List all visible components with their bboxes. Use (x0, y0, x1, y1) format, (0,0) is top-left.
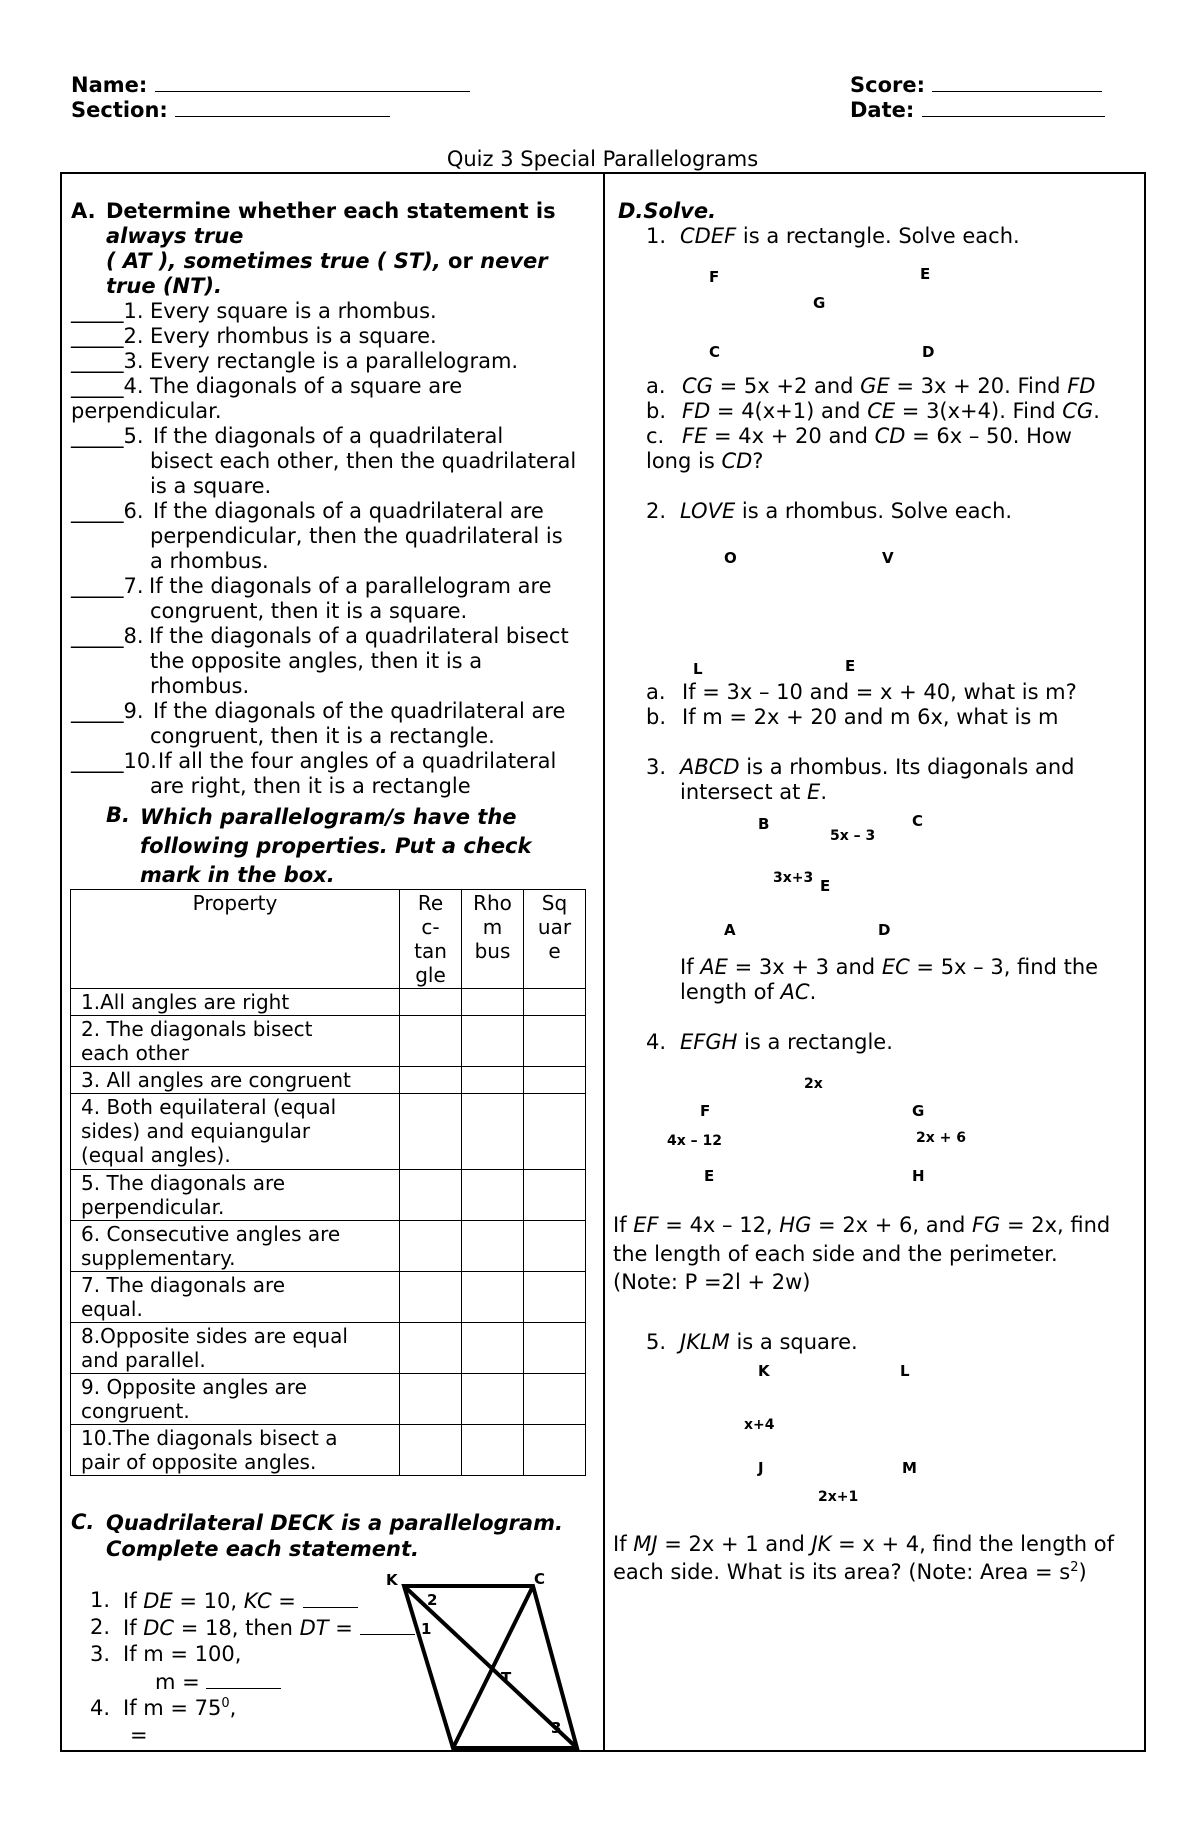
part-c-q4: 4. If $m = 75^0$, (90, 1696, 237, 1720)
table-header-row (71, 890, 586, 989)
rectangle-check-box[interactable] (400, 989, 462, 1016)
table-row (71, 1272, 586, 1323)
table-row (71, 1323, 586, 1374)
d3-label-d: D (878, 921, 891, 939)
d4-statement: EFGH is a rectangle. (680, 1030, 893, 1054)
property-text: 2. The diagonals bisect (81, 1017, 313, 1041)
d5-label-l: L (900, 1362, 910, 1380)
d4-label-top: 2x (804, 1076, 823, 1092)
answer-blank[interactable]: _____10. (71, 749, 157, 773)
d5-question-2: each side. What is its area? (Note: Area = $s^2$) (613, 1560, 1087, 1584)
vertex-c-label: C (534, 1570, 546, 1588)
answer-blank[interactable]: _____4. (71, 374, 144, 398)
part-a-item-line: congruent, then it is a square. (150, 599, 468, 623)
d3-label-b: B (758, 815, 770, 833)
d5-label-bottom: 2x+1 (818, 1489, 859, 1505)
part-a-item-line: If the diagonals of a quadrilateral bisect (149, 624, 569, 648)
property-text: 5. The diagonals are (81, 1171, 286, 1195)
d3-label-a: A (724, 921, 736, 939)
score-label: Score: (850, 73, 925, 97)
property-cell (71, 1272, 400, 1323)
d4-label-f: F (700, 1102, 711, 1120)
score-field[interactable] (850, 72, 1102, 98)
part-a-item-line: the opposite angles, then it is a (150, 649, 483, 673)
square-check-box[interactable] (524, 1272, 586, 1323)
part-c-heading (106, 1510, 563, 1562)
column-divider (603, 172, 605, 1752)
part-a-item-line: Every square is a rhombus. (150, 299, 437, 323)
d4-question: If EF = 4x – 12, HG = 2x + 6, and FG = 2x, find (613, 1213, 1111, 1237)
d2-label-o: O (724, 549, 737, 567)
answer-blank[interactable]: _____5. (71, 424, 144, 448)
d1-num: 1. (646, 224, 667, 248)
rhombus-check-box[interactable] (462, 1170, 524, 1221)
property-text: sides) and equiangular (81, 1119, 311, 1143)
square-check-box[interactable] (524, 1374, 586, 1425)
part-a-item (71, 324, 601, 349)
d1-a: CG = 5x +2 and GE = 3x + 20. Find FD (682, 374, 1096, 398)
section-field[interactable] (71, 97, 390, 123)
property-text: 3. All angles are congruent (81, 1068, 351, 1092)
property-text: 9. Opposite angles are (81, 1375, 307, 1399)
d1-label-d: D (922, 343, 935, 361)
part-d-heading: D.Solve. (618, 199, 717, 223)
part-a-item (71, 749, 601, 799)
d5-statement: JKLM is a square. (680, 1330, 858, 1354)
properties-table (70, 889, 586, 1476)
property-cell (71, 1016, 400, 1067)
table-row (71, 1170, 586, 1221)
property-text: 6. Consecutive angles are (81, 1222, 341, 1246)
d1-label-g: G (813, 294, 826, 312)
answer-blank[interactable]: _____7. (71, 574, 144, 598)
rectangle-check-box[interactable] (400, 1425, 462, 1476)
part-c-q3: 3. If m = 100, (90, 1642, 242, 1666)
part-a-item (71, 299, 601, 324)
d4-num: 4. (646, 1030, 667, 1054)
part-b-heading (140, 803, 531, 890)
property-text: equal. (81, 1297, 143, 1321)
property-cell (71, 1323, 400, 1374)
part-a-item-line: If the diagonals of a parallelogram are (149, 574, 552, 598)
rhombus-check-box[interactable] (462, 1016, 524, 1067)
d5-num: 5. (646, 1330, 667, 1354)
table-row (71, 1221, 586, 1272)
parallelogram-deck-figure (380, 1560, 600, 1770)
d2-a-num: a. (646, 680, 666, 704)
rectangle-check-box[interactable] (400, 1170, 462, 1221)
rectangle-check-box[interactable] (400, 1272, 462, 1323)
rhombus-check-box[interactable] (462, 1425, 524, 1476)
answer-blank[interactable]: _____9. (71, 699, 144, 723)
property-text: (equal angles). (81, 1143, 231, 1167)
property-cell (71, 1374, 400, 1425)
part-c-prefix: C. (71, 1510, 95, 1534)
d2-label-e: E (845, 657, 856, 675)
d4-question-2: the length of each side and the perimeter. (613, 1242, 1058, 1266)
part-a-heading-always: always true (106, 224, 244, 248)
square-check-box[interactable] (524, 1221, 586, 1272)
part-b-heading-line: Which parallelogram/s have the (140, 805, 517, 829)
part-a-heading-at: ( AT ), sometimes true ( ST), (106, 249, 441, 273)
score-blank[interactable] (932, 72, 1102, 92)
d2-a: If = 3x – 10 and = x + 40, what is m? (682, 680, 1077, 704)
d3-label-ae: 3x+3 (773, 870, 814, 886)
answer-blank[interactable] (303, 1588, 358, 1608)
rectangle-check-box[interactable] (400, 1374, 462, 1425)
part-a-item-line: is a square. (150, 474, 272, 498)
d2-label-l: L (693, 660, 703, 678)
rhombus-check-box[interactable] (462, 1067, 524, 1094)
d2-num: 2. (646, 499, 667, 523)
angle-1-label: 1 (421, 1620, 432, 1638)
d5-label-left: x+4 (744, 1417, 775, 1433)
rectangle-check-box[interactable] (400, 1221, 462, 1272)
name-label: Name: (71, 73, 148, 97)
part-a-item (71, 424, 601, 499)
page-title: Quiz 3 Special Parallelograms (446, 147, 759, 171)
part-b-prefix: B. (106, 803, 130, 827)
d1-c-line2: long is CD? (646, 449, 764, 473)
part-a-item-line: If the diagonals of a quadrilateral (153, 424, 504, 448)
d4-label-left: 4x – 12 (667, 1133, 723, 1149)
part-a-heading-3 (106, 249, 548, 274)
table-row (71, 1067, 586, 1094)
square-check-box[interactable] (524, 1323, 586, 1374)
d4-note: (Note: P =2l + 2w) (613, 1270, 811, 1294)
rhombus-check-box[interactable] (462, 1374, 524, 1425)
d3-label-e: E (820, 877, 831, 895)
diagonal-ce (453, 1586, 533, 1748)
date-blank[interactable] (922, 97, 1105, 117)
d1-statement: CDEF is a rectangle. Solve each. (680, 224, 1020, 248)
rhombus-check-box[interactable] (462, 1094, 524, 1170)
d1-b-num: b. (646, 399, 667, 423)
d5-label-k: K (758, 1362, 770, 1380)
table-row (71, 1094, 586, 1170)
part-a-item-line: congruent, then it is a rectangle. (150, 724, 495, 748)
property-cell (71, 1221, 400, 1272)
d4-label-h: H (912, 1167, 925, 1185)
d5-label-m: M (902, 1459, 917, 1477)
vertex-k-label: K (386, 1571, 398, 1589)
d3-question-2: length of AC. (680, 980, 817, 1004)
rhombus-check-box[interactable] (462, 1221, 524, 1272)
d1-label-f: F (709, 268, 720, 286)
square-check-box[interactable] (524, 1067, 586, 1094)
property-text: perpendicular. (81, 1195, 225, 1219)
d3-label-c: C (912, 812, 924, 830)
part-a-item-line: Every rhombus is a square. (150, 324, 437, 348)
square-check-box[interactable] (524, 989, 586, 1016)
d4-label-right: 2x + 6 (916, 1130, 966, 1146)
part-a-item (71, 349, 601, 374)
part-a-heading-nt: true (NT). (106, 274, 222, 298)
d1-c-num: c. (646, 424, 665, 448)
table-row (71, 1016, 586, 1067)
part-a-item-line: The diagonals of a square are (150, 374, 463, 398)
part-a-item (71, 374, 601, 424)
answer-blank[interactable]: _____3. (71, 349, 144, 373)
square-check-box[interactable] (524, 1016, 586, 1067)
part-a-item (71, 499, 601, 574)
part-a-item (71, 699, 601, 749)
d2-b-num: b. (646, 705, 667, 729)
property-text: 1.All angles are right (81, 990, 290, 1014)
part-a-item-line: a rhombus. (150, 549, 269, 573)
answer-blank[interactable]: _____6. (71, 499, 144, 523)
property-text: 10.The diagonals bisect a (81, 1426, 338, 1450)
property-cell (71, 1094, 400, 1170)
part-a-prefix: A. (71, 199, 96, 223)
square-check-box[interactable] (524, 1425, 586, 1476)
part-c-q3-answer: m = (155, 1669, 281, 1695)
part-b-heading-line: mark in the box. (140, 863, 335, 887)
table-row (71, 1374, 586, 1425)
col-property: Property (71, 890, 400, 989)
part-a-item-line: bisect each other, then the quadrilateral (150, 449, 577, 473)
d3-num: 3. (646, 755, 667, 779)
section-label: Section: (71, 98, 168, 122)
d1-b: FD = 4(x+1) and CE = 3(x+4). Find CG. (682, 399, 1100, 423)
part-a-item-line: perpendicular. (71, 399, 222, 423)
rhombus-check-box[interactable] (462, 1272, 524, 1323)
col-rectangle: Re c- tan gle (400, 890, 462, 989)
property-text: 7. The diagonals are (81, 1273, 286, 1297)
part-c-heading-line: Complete each statement. (106, 1537, 419, 1561)
d4-label-e: E (704, 1167, 715, 1185)
part-a-item-line: are right, then it is a rectangle (150, 774, 471, 798)
d2-label-v: V (882, 549, 894, 567)
section-blank[interactable] (175, 97, 390, 117)
d4-label-g: G (912, 1102, 925, 1120)
property-text: each other (81, 1041, 189, 1065)
part-c-q2: 2. If DC = 18, then DT = (90, 1615, 110, 1640)
d5-label-j: J (758, 1459, 764, 1477)
d5-question: If MJ = 2x + 1 and JK = x + 4, find the length of (613, 1532, 1115, 1556)
rectangle-check-box[interactable] (400, 1016, 462, 1067)
part-a-item-line: perpendicular, then the quadrilateral is (150, 524, 563, 548)
name-blank[interactable] (155, 72, 470, 92)
answer-blank[interactable]: _____1. (71, 299, 144, 323)
answer-blank[interactable] (206, 1669, 281, 1689)
property-text: 4. Both equilateral (equal (81, 1095, 337, 1119)
angle-3-label: 3 (551, 1719, 562, 1737)
d3-statement: ABCD is a rhombus. Its diagonals and (680, 755, 1075, 779)
property-text: congruent. (81, 1399, 190, 1423)
rhombus-check-box[interactable] (462, 1323, 524, 1374)
part-a-heading-never: never (480, 249, 548, 273)
part-b-heading-line: following properties. Put a check (140, 834, 532, 858)
rectangle-check-box[interactable] (400, 1323, 462, 1374)
date-field[interactable] (850, 97, 1105, 123)
property-text: supplementary. (81, 1246, 236, 1270)
angle-2-label: 2 (427, 1591, 438, 1609)
property-cell (71, 1170, 400, 1221)
property-text: 8.Opposite sides are equal (81, 1324, 348, 1348)
rectangle-check-box[interactable] (400, 1067, 462, 1094)
square-check-box[interactable] (524, 1094, 586, 1170)
part-a-heading-or: or (440, 249, 481, 273)
d1-label-e: E (920, 265, 931, 283)
property-cell (71, 989, 400, 1016)
table-row (71, 989, 586, 1016)
part-c-q4-answer: = (130, 1723, 148, 1747)
date-label: Date: (850, 98, 915, 122)
d2-statement: LOVE is a rhombus. Solve each. (680, 499, 1013, 523)
part-c-q1: 1. If DE = 10, KC = (90, 1588, 110, 1613)
answer-blank[interactable]: _____2. (71, 324, 144, 348)
rhombus-check-box[interactable] (462, 989, 524, 1016)
part-a-item-line: Every rectangle is a parallelogram. (150, 349, 519, 373)
point-t-label: T (501, 1669, 512, 1687)
d3-question: If AE = 3x + 3 and EC = 5x – 3, find the (680, 955, 1099, 979)
part-a-item (71, 574, 601, 624)
part-a-item (71, 624, 601, 699)
square-check-box[interactable] (524, 1170, 586, 1221)
part-a-item-line: If the diagonals of a quadrilateral are (153, 499, 544, 523)
name-field[interactable] (71, 72, 470, 98)
table-row (71, 1425, 586, 1476)
property-text: and parallel. (81, 1348, 206, 1372)
part-a-heading-1: Determine whether each statement is (106, 199, 556, 223)
part-a-item-line: If all the four angles of a quadrilateral (158, 749, 557, 773)
col-square: Sq uar e (524, 890, 586, 989)
d1-label-c: C (709, 343, 721, 361)
property-text: pair of opposite angles. (81, 1450, 317, 1474)
rectangle-check-box[interactable] (400, 1094, 462, 1170)
property-cell (71, 1425, 400, 1476)
answer-blank[interactable]: _____8. (71, 624, 144, 648)
d3-label-ec: 5x – 3 (830, 828, 876, 844)
d3-statement-2: intersect at E. (680, 780, 827, 804)
d1-c: FE = 4x + 20 and CD = 6x – 50. How (682, 424, 1072, 448)
col-rhombus: Rho m bus (462, 890, 524, 989)
part-c-heading-line: Quadrilateral DECK is a parallelogram. (106, 1511, 563, 1535)
part-a-item-line: rhombus. (150, 674, 250, 698)
d1-a-num: a. (646, 374, 666, 398)
part-a-item-line: If the diagonals of the quadrilateral are (153, 699, 566, 723)
property-cell (71, 1067, 400, 1094)
d2-b: If m = 2x + 20 and m 6x, what is m (682, 705, 1059, 729)
